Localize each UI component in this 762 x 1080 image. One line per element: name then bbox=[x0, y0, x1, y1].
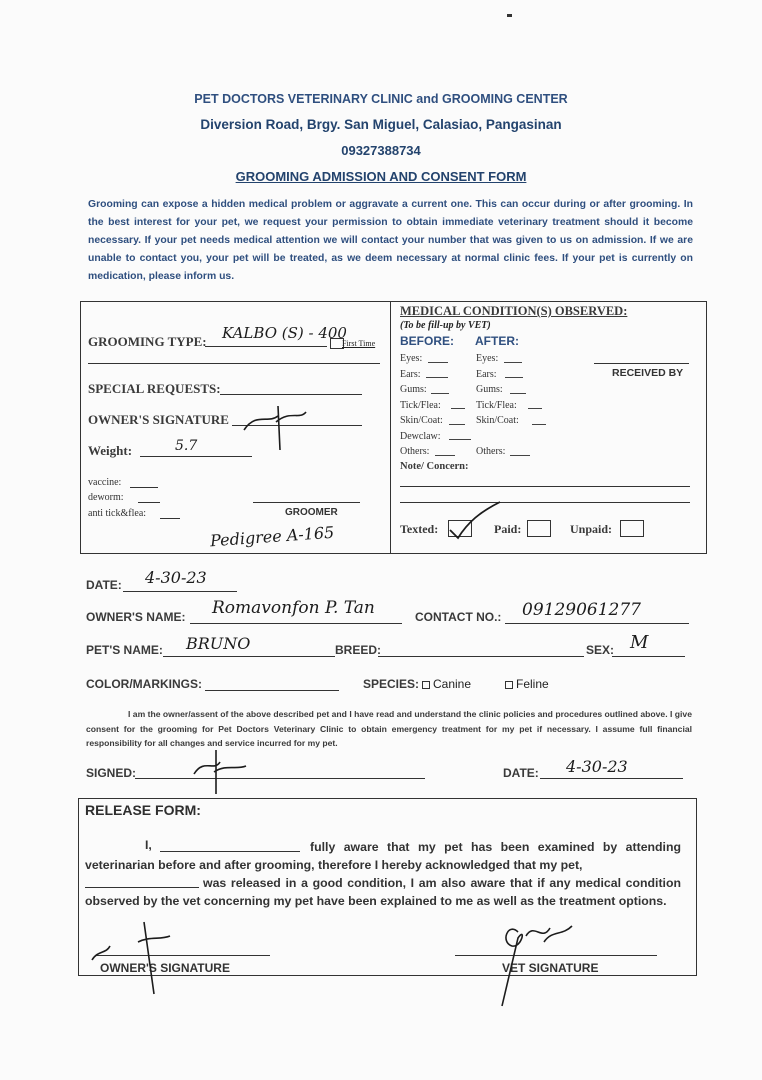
before-item: Skin/Coat: bbox=[400, 415, 443, 426]
contact-label: CONTACT NO.: bbox=[415, 610, 502, 624]
signed-date-value: 4-30-23 bbox=[566, 757, 628, 776]
after-item bbox=[476, 429, 519, 445]
weight-value: 5.7 bbox=[175, 438, 198, 454]
grooming-type-line bbox=[205, 346, 327, 347]
deworm-line bbox=[138, 502, 160, 503]
clinic-address: Diversion Road, Brgy. San Miguel, Calasiao, Pangasinan bbox=[200, 117, 562, 132]
medical-title: MEDICAL CONDITION(S) OBSERVED: bbox=[400, 304, 628, 318]
texted-label: Texted: bbox=[400, 522, 439, 536]
clinic-name: PET DOCTORS VETERINARY CLINIC and GROOMING CENTER bbox=[194, 92, 568, 106]
medical-subtitle: (To be fill-up by VET) bbox=[400, 320, 491, 331]
vet-signature-mark bbox=[482, 912, 582, 1012]
breed-line bbox=[378, 656, 584, 657]
after-list bbox=[476, 351, 519, 460]
after-item: Ears: bbox=[476, 368, 497, 380]
after-label: AFTER: bbox=[475, 334, 519, 348]
clinic-phone: 09327388734 bbox=[341, 143, 421, 158]
sex-value: M bbox=[630, 632, 649, 653]
groomer-line bbox=[253, 502, 360, 503]
first-time-label: First Time bbox=[342, 339, 376, 348]
pet-name-label: PET'S NAME: bbox=[86, 643, 163, 657]
consent-paragraph: I am the owner/assent of the above described pet and I have read and understand the clinic policies and procedures outlined above. I give consent for the grooming for Pet Doctors Veterinary Clinic to obtain emergency treatment for my pet if necessary. I assume full financial responsibility for all changes and service incurred for my pet. bbox=[86, 709, 692, 748]
signed-line bbox=[135, 778, 425, 779]
before-item: Others: bbox=[400, 446, 430, 457]
signed-date-label: DATE: bbox=[503, 766, 539, 780]
deworm-label: deworm: bbox=[88, 492, 124, 503]
signed-date-line bbox=[540, 778, 683, 779]
unpaid-label: Unpaid: bbox=[570, 522, 613, 536]
received-by-line bbox=[594, 363, 689, 364]
before-list bbox=[400, 351, 443, 460]
owner-name-label: OWNER'S NAME: bbox=[86, 610, 186, 624]
grooming-type-value: KALBO (S) - 400 bbox=[222, 324, 347, 342]
received-by-label: RECEIVED BY bbox=[612, 367, 684, 379]
vaccine-line bbox=[130, 487, 158, 488]
release-owner-sig-label: OWNER'S SIGNATURE bbox=[100, 961, 230, 975]
owner-name-value: Romavonfon P. Tan bbox=[212, 598, 375, 618]
release-vet-sig-label: VET SIGNATURE bbox=[502, 961, 599, 975]
signed-label: SIGNED: bbox=[86, 766, 137, 780]
release-owner-signature-mark bbox=[88, 918, 188, 998]
owner-signature-mark bbox=[238, 402, 308, 454]
owner-signature-label: OWNER'S SIGNATURE bbox=[88, 412, 229, 427]
before-label: BEFORE: bbox=[400, 334, 454, 348]
release-title: RELEASE FORM: bbox=[85, 802, 201, 818]
unpaid-checkbox[interactable] bbox=[620, 520, 644, 537]
vaccine-label: vaccine: bbox=[88, 477, 122, 488]
grooming-type-label: GROOMING TYPE: bbox=[88, 334, 207, 349]
groomer-label: GROOMER bbox=[285, 507, 338, 518]
canine-label: Canine bbox=[433, 677, 472, 691]
antitick-line bbox=[160, 518, 180, 519]
date-label: DATE: bbox=[86, 578, 122, 592]
before-item: Tick/Flea: bbox=[400, 399, 441, 411]
pet-name-value: BRUNO bbox=[186, 634, 251, 653]
before-item: Ears: bbox=[400, 368, 421, 380]
date-value: 4-30-23 bbox=[145, 568, 207, 587]
species-label: SPECIES: bbox=[363, 677, 420, 691]
before-item: Gums: bbox=[400, 384, 427, 395]
before-item: Eyes: bbox=[400, 353, 423, 364]
color-label: COLOR/MARKINGS: bbox=[86, 677, 202, 691]
paid-label: Paid: bbox=[494, 522, 522, 536]
note-label: Note/ Concern: bbox=[400, 461, 469, 472]
special-requests-line bbox=[220, 394, 362, 395]
canine-checkbox[interactable] bbox=[422, 681, 430, 689]
feline-checkbox[interactable] bbox=[505, 681, 513, 689]
owner-name-line bbox=[190, 623, 402, 624]
color-line bbox=[205, 690, 339, 691]
sex-label: SEX: bbox=[586, 643, 615, 657]
signed-signature-mark bbox=[190, 748, 250, 796]
intro-paragraph: Grooming can expose a hidden medical problem or aggravate a current one. This can occur during or after grooming. In the best interest for your pet, we request your permission to obtain immediate veterinary treatment should it become necessary. If your pet needs medical attention we will contact your number that was given to us on admission. If we are unable to contact you, your pet will be treated, as we deem necessary at normal clinic fees. If your pet is currently on medication, please inform us. bbox=[88, 199, 693, 282]
weight-line bbox=[140, 456, 252, 457]
feline-label: Feline bbox=[516, 677, 549, 691]
release-text-3: was released in a good condition, I am also aware that if any medical condition observed by the vet concerning my pet have been explained to me as well as the treatment options. bbox=[85, 876, 681, 908]
sex-line bbox=[612, 656, 685, 657]
note-line-1 bbox=[400, 486, 690, 487]
contact-line bbox=[505, 623, 689, 624]
special-requests-label: SPECIAL REQUESTS: bbox=[88, 381, 221, 396]
groomer-note: Pedigree A-165 bbox=[209, 522, 335, 551]
date-line bbox=[123, 591, 237, 592]
weight-label: Weight: bbox=[88, 443, 133, 458]
contact-value: 09129061277 bbox=[522, 600, 641, 620]
after-item: Gums: bbox=[476, 384, 503, 395]
after-item: Skin/Coat: bbox=[476, 415, 519, 426]
antitick-label: anti tick&flea: bbox=[88, 508, 147, 519]
pet-name-line bbox=[163, 656, 335, 657]
grooming-type-line-2 bbox=[88, 363, 380, 364]
before-item: Dewclaw: bbox=[400, 430, 441, 442]
breed-label: BREED: bbox=[335, 643, 382, 657]
release-text-2: fully aware that my pet has been examined by attending veterinarian before and after grooming, therefore I hereby acknowledged that my pet, bbox=[85, 840, 681, 872]
after-item: Others: bbox=[476, 446, 506, 457]
release-text-1: I, bbox=[145, 838, 152, 852]
after-item: Tick/Flea: bbox=[476, 399, 517, 411]
form-title: GROOMING ADMISSION AND CONSENT FORM bbox=[235, 169, 527, 184]
after-item: Eyes: bbox=[476, 353, 499, 364]
paid-checkbox[interactable] bbox=[527, 520, 551, 537]
